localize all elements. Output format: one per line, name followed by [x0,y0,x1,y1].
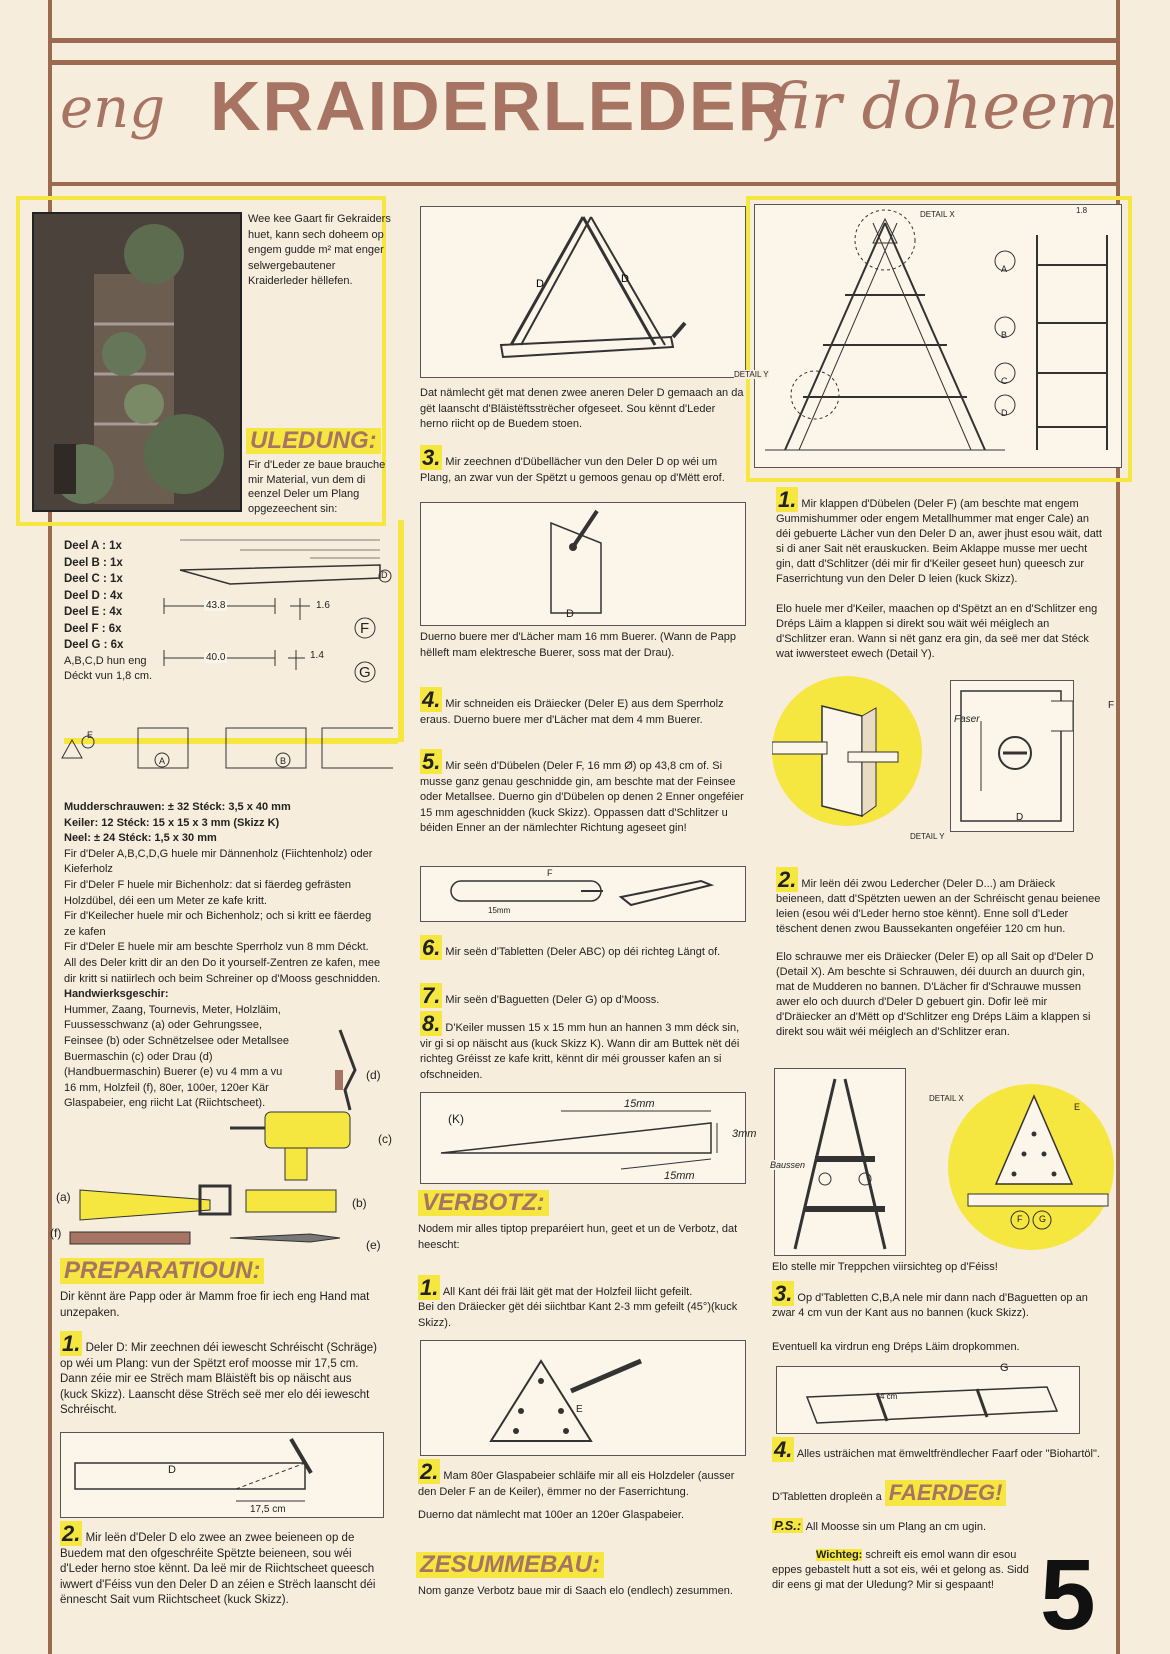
sketch-g-label: G [1000,1362,1009,1374]
sketch-d2-label: D [566,608,574,620]
faerdeg-heading: FAERDEG! [885,1480,1007,1506]
label-d-circle: D [381,570,388,580]
right-step-2 [776,867,1102,937]
ps-line [772,1516,1102,1536]
middle-step-7-text: Mir seën d'Baguetten (Deler G) op d'Mooss. [445,994,660,1006]
wichteg-text: schreift eis emol wann dir esou eppes gebastelt hutt a sot eis, wéi et gelong as. Sidd dir eens gi mat der Uledung? Mir si gespaant! [772,1549,1029,1591]
tool-a-label: (a) [56,1190,71,1204]
middle-step-8-number: 8. [422,1011,441,1036]
sketch-file [420,1340,746,1456]
title-prefix: eng [60,76,166,141]
preparatioun-heading-wrap [60,1258,264,1284]
middle-step-7 [420,983,746,1009]
plan-label-c: C [1001,376,1008,386]
middle-step-4-text: Mir schneiden eis Dräiecker (Deler E) aus dem Sperrholz eraus. Duerno buere mer d'Lächer mat dem 4 mm Buerer. [420,698,724,726]
verbotz-step-1-number: 1. [420,1275,439,1300]
middle-step-5-text: Mir seën d'Dübelen (Deler F, 16 mm Ø) op 43,8 cm of. Si musse ganz genau geschnidde gin, am beschte mat der Feinsee oder Metallsee. Duerno gin d'Dübelen op denen 2 Enner ongeféier 15 mm ageschnidden (kuck Skizz). Oppassen datt d'Schlitzer u béiden Enner an der nämlechter Richtung ageseet gin! [420,760,744,834]
label-a-circle: A [159,756,166,766]
title-suffix: fir doheem [768,70,1119,144]
right-step-1 [776,487,1102,587]
title-rule-top [48,60,1120,65]
middle-text-1: Dat nämlecht gët mat denen zwee aneren Deler D gemaach an da gët laanscht d'Bläistëftsstrëcher ofgeseet. Sou kënnt d'Leder herno riicht op de Buedem stoen. [420,387,744,430]
right-step-3 [772,1281,1102,1321]
sketch-triangle [420,206,746,378]
part-a: Deel A : 1x [64,540,122,552]
plan-label-a: A [1001,264,1008,274]
y-f-label: F [1108,700,1115,711]
x-g-label: G [1039,1214,1047,1224]
prep-step-1 [60,1331,382,1419]
verbotz-step-2-number: 2. [420,1459,439,1484]
page-title: KRAIDERLEDER [210,67,791,145]
baguette-sketch [776,1366,1080,1434]
x-f-label: F [1017,1214,1023,1224]
verbotz-intro: Nodem mir alles tiptop preparéiert hun, geet et un de Verbotz, dat heescht: [418,1223,738,1251]
right-step-2-text: Mir leën déi zwou Ledercher (Deler D...) am Dräieck beieneen, datt d'Spëtzten uewen an der Schréischt genau beienee leien (esou wéi d'Leder herno stoe kënnt). Enne soll d'Leder tëschent denen zwou Baussekanten ongeféier 120 cm hun. [776,878,1101,935]
prep-step-2 [60,1521,382,1609]
keiler-line: Keiler: 12 Stéck: 15 x 15 x 3 mm (Skizz K) [64,816,280,829]
parts-list [64,538,164,684]
tools-text: Hummer, Zaang, Tournevis, Meter, Holzläim, Fuussesschwanz (a) oder Gehrungssee, Feinsee (b) oder Schnëtzelsee oder Metallsee Buermaschin (c) oder Drau (d) (Handbuermaschin) Buerer (e) vu 4 mm a vu 16 mm, Holzfeil (f), 80er, 100er, 120er Kär Glaspabeier, eng riicht Lat (Riichtscheet). [64,1003,290,1110]
sketch-wedge [420,1092,746,1184]
sketch-e-label: E [576,1404,583,1415]
right-step-3-text: Op d'Tabletten C,B,A nele mir dann nach d'Baguetten op an zwar 4 cm vun der Kant aus no bannen (kuck Skizz). [772,1292,1088,1319]
dim-g2-label: 1.4 [310,650,324,661]
right-step-4b: D'Tabletten dropleën a [772,1491,882,1503]
right-step-2b: Elo schrauwe mer eis Dräiecker (Deler E) op all Sait op d'Deler D (Detail X). Am beschte si Schrauwen, déi duurch an duurch gin, mat de Mudderen no bannen. D'Lächer fir d'Schrauwe mussen awer elo och duurch d'Deler D gebuert gin. Dofir leë mir d'Dräiecker an d'Mëtt op d'Schlitzer eng Dréps Läim a klappen si direkt sou wäit wéi méiglech an d'Schlitzer eran. [776,951,1094,1038]
faerdeg-line [772,1480,1102,1506]
tool-e-label: (e) [366,1238,381,1252]
zesummebau-heading-wrap [416,1552,604,1578]
material-line-3: Fir d'Keilecher huele mir och Bichenholz; och si kritt ee fäerdeg ze kafen [64,910,372,938]
label-f-circle: F [360,620,370,637]
dim-f2-label: 1.6 [316,600,330,611]
middle-step-8 [420,1011,746,1083]
detail-y-label: DETAIL Y [734,370,769,379]
middle-step-3 [420,445,746,486]
sketch-bevel [60,1432,384,1518]
ps-text: All Moosse sin um Plang an cm ugin. [805,1521,987,1533]
verbotz-heading: VERBOTZ: [418,1190,549,1216]
right-step-4-text: Alles usträichen mat ëmweltfrëndlecher Faarf oder "Biohartöl". [796,1448,1100,1460]
sketch-f-label: F [547,868,553,878]
sketch-dowel [420,866,746,922]
neel-line: Neel: ± 24 Stéck: 1,5 x 30 mm [64,832,217,845]
ladder-plan [754,204,1122,468]
right-step-1b: Elo huele mer d'Keiler, maachen op d'Spëtzt an en d'Schlitzer eng Dréps Läim a klappen si direkt sou wäit wéi méiglech an d'Schlitzer eran. Wann si nët ganz era gin, da seë mer dat Stéck wat iwwersteet ewech (Detail Y). [776,603,1098,660]
part-g: Deel G : 6x [64,639,124,651]
wichteg-block [772,1548,1034,1593]
top-rule [48,38,1120,43]
ps-label: P.S.: [774,1518,802,1533]
sketch-drill [420,502,746,626]
herb-ladder-photo [32,212,242,512]
part-d: Deel D : 4x [64,589,123,602]
right-step-3b: Eventuell ka virdrun eng Dréps Läim dropkommen. [772,1341,1020,1353]
verbotz-step-2-text: Mam 80er Glaspabeier schläife mir all eis Holzdeler (ausser den Deler F an de Keiler), ëmmer no der Faserrichtung. [418,1470,735,1498]
uledung-text: Fir d'Leder ze baue brauche mir Material, vun dem di eenzel Deler um Plang opgezeechent sin: [248,459,386,515]
page-number: 5 [1040,1539,1096,1651]
sketch-dim-label: 17,5 cm [250,1504,286,1515]
x-e-label: E [1074,1102,1081,1112]
middle-step-8-text: D'Keiler mussen 15 x 15 mm hun an hannen 3 mm déck sin, vir gi si op näischt aus (kuck Skizz K). Wann dir am Buttek nët déi richteg Gréisst ze kafe kritt, kënnt dir méi grousser kafen an si ofschneiden. [420,1022,740,1081]
prep-step-1-text: Deler D: Mir zeechnen déi iewescht Schréischt (Schräge) op wéi um Plang: vun der Spëtzt erof moosse mir 17,5 cm. Dann zéie mir ee Strëch mam Bläistëft bis op näischt aus (kuck Skizz). Laanscht dëse Strëch seë mer elo déi iewescht Schréischt. [60,1342,378,1416]
middle-step-4 [420,687,746,728]
parts-note: A,B,C,D hun eng Déckt vun 1,8 cm. [64,654,153,682]
tool-f-label: (f) [50,1226,62,1240]
dim-g-label: 40.0 [206,652,226,663]
right-step-2c: Elo stelle mir Treppchen viirsichteg op d'Féiss! [772,1261,998,1273]
uledung-heading-wrap [246,428,381,454]
right-step-2-number: 2. [778,867,797,892]
middle-step-4-number: 4. [422,687,441,712]
preparatioun-intro: Dir kënnt äre Papp oder är Mamm froe fir iech eng Hand mat unzepaken. [60,1291,370,1319]
y-d-label: D [1016,812,1024,823]
middle-step-6-number: 6. [422,935,441,960]
k-dim-3: 15mm [664,1170,695,1182]
dim-f-label: 43.8 [206,600,226,611]
detail-x-label: DETAIL X [920,210,955,219]
k-dim-1: 15mm [624,1098,655,1110]
part-c: Deel C : 1x [64,573,123,585]
right-step-4 [772,1437,1102,1462]
middle-step-7-number: 7. [422,983,441,1008]
tool-b-label: (b) [352,1196,367,1210]
sketch-4cm-label: 4 cm [880,1392,898,1401]
verbotz-step-1b: Bei den Dräiecker gët déi siichtbar Kant 2-3 mm gefeilt (45°)(kuck Skizz). [418,1301,738,1329]
svg-text:D: D [536,278,544,290]
baussen-label: Baussen [770,1160,806,1170]
svg-text:D: D [621,273,629,285]
middle-text-2: Duerno buere mer d'Lächer mam 16 mm Buerer. (Wann de Papp hëlleft mam elektresche Buerer, soss mat der Drau). [420,631,736,659]
detail-y-circle [772,676,922,826]
zesummebau-text: Nom ganze Verbotz baue mir di Saach elo (endlech) zesummen. [418,1585,733,1597]
prep-step-2-text: Mir leën d'Deler D elo zwee an zwee beieneen op de Buedem mat den ofgeschréite Spëtzte beieneen, sou wéi d'Leder herno stoe kënnt. Da leë mir de Riichtscheet queesch iwwert d'Féiss vun den Deler D an zéien e Strëch laanscht déi ënnescht Sait vum Riichtscheet (kuck Skizz). [60,1532,376,1606]
preparatioun-heading: PREPARATIOUN: [60,1258,264,1284]
part-e: Deel E : 4x [64,606,123,618]
intro-text: Wee kee Gaart fir Gekraiders huet, kann sech doheem op engem gudde m² mat enger selwergebautener Kraiderleder hëllefen. [248,213,391,287]
label-b-circle: B [280,756,287,766]
middle-step-3-text: Mir zeechnen d'Dübellächer vun den Deler D op wéi um Plang, an zwar vun der Spëtzt u gemoos genau op d'Mëtt erof. [420,456,725,484]
verbotz-step-2 [418,1459,744,1500]
k-label: (K) [448,1112,464,1126]
middle-step-6-text: Mir seën d'Tabletten (Deler ABC) op déi richteg Längt of. [445,946,721,958]
middle-step-6 [420,935,746,961]
wichteg-label: Wichteg: [816,1549,863,1561]
prep-step-1-number: 1. [62,1331,81,1356]
tools-drawing [50,1010,390,1250]
sketch-d-label: D [168,1464,176,1476]
y-detail-label: DETAIL Y [910,832,945,841]
tools-heading: Handwierksgeschir: [64,988,169,1001]
label-e-circle: E [87,730,94,740]
material-line-1: Fir d'Deler A,B,C,D,G huele mir Dännenholz (Fiichtenholz) oder Kieferholz [64,847,373,876]
plan-label-b: B [1001,330,1008,340]
material-line-2: Fir d'Deler F huele mir Bichenholz: dat si fäerdeg gefrästen Holzdübel, déi een um Meter ze kafe kritt. [64,878,352,907]
verbotz-step-1 [418,1275,744,1301]
part-b: Deel B : 1x [64,556,123,569]
title-rule-bottom [48,182,1120,186]
faser-label: Faser [954,714,980,725]
label-g-circle: G [359,664,371,681]
verbotz-heading-wrap [418,1190,549,1216]
parts-highlight-bar [398,520,404,742]
uledung-heading: ULEDUNG: [246,428,381,454]
right-step-4-number: 4. [774,1437,793,1462]
material-line-4: Fir d'Deler E huele mir am beschte Sperrholz vun 8 mm Déckt. [64,941,369,954]
material-line-5: All des Deler kritt dir an den Do it yourself-Zentren ze kafen, mee dir kritt si natiirlech och beim Schreiner op d'Mooss geschnidden. [64,956,381,985]
right-step-1-text: Mir klappen d'Dübelen (Deler F) (am beschte mat engem Gummishummer oder engem Metallhummer mat enger Cale) an déi gebuerte Lächer vun den Deler D an, awer jhust esou wäit, datt si di aner Sait nët erauskucken. Beim Aklappe musse mer uecht gin, datt d'Schlitzer (déi mir fir d'Keiler geseet hun) queesch zur Faserrichtung vun den Deler D leien (kuck Skizz). [776,498,1102,585]
middle-step-5-number: 5. [422,749,441,774]
dim-18-label: 1.8 [1076,206,1088,215]
verbotz-step-2b: Duerno dat nämlecht mat 100er an 120er Glaspabeier. [418,1509,684,1521]
verbotz-step-1-text: All Kant déi fräi läit gët mat der Holzfeil liicht gefeilt. [442,1286,693,1298]
detail-y-box [950,680,1074,832]
middle-step-5 [420,749,746,837]
sketch-15-label: 15mm [488,906,511,915]
tablets-diagram [58,718,393,772]
tool-d-label: (d) [366,1068,381,1082]
part-f: Deel F : 6x [64,622,122,635]
right-step-1-number: 1. [778,487,797,512]
plan-label-d: D [1001,408,1008,418]
mudder-line: Mudderschrauwen: ± 32 Stéck: 3,5 x 40 mm [64,801,291,813]
detail-x-circle [948,1084,1114,1250]
prep-step-2-number: 2. [62,1521,81,1546]
right-step-3-number: 3. [774,1281,793,1306]
detail-x2-label: DETAIL X [929,1094,964,1103]
tool-c-label: (c) [378,1132,392,1146]
zesummebau-heading: ZESUMMEBAU: [416,1552,604,1578]
k-dim-2: 3mm [732,1128,757,1140]
middle-step-3-number: 3. [422,445,441,470]
